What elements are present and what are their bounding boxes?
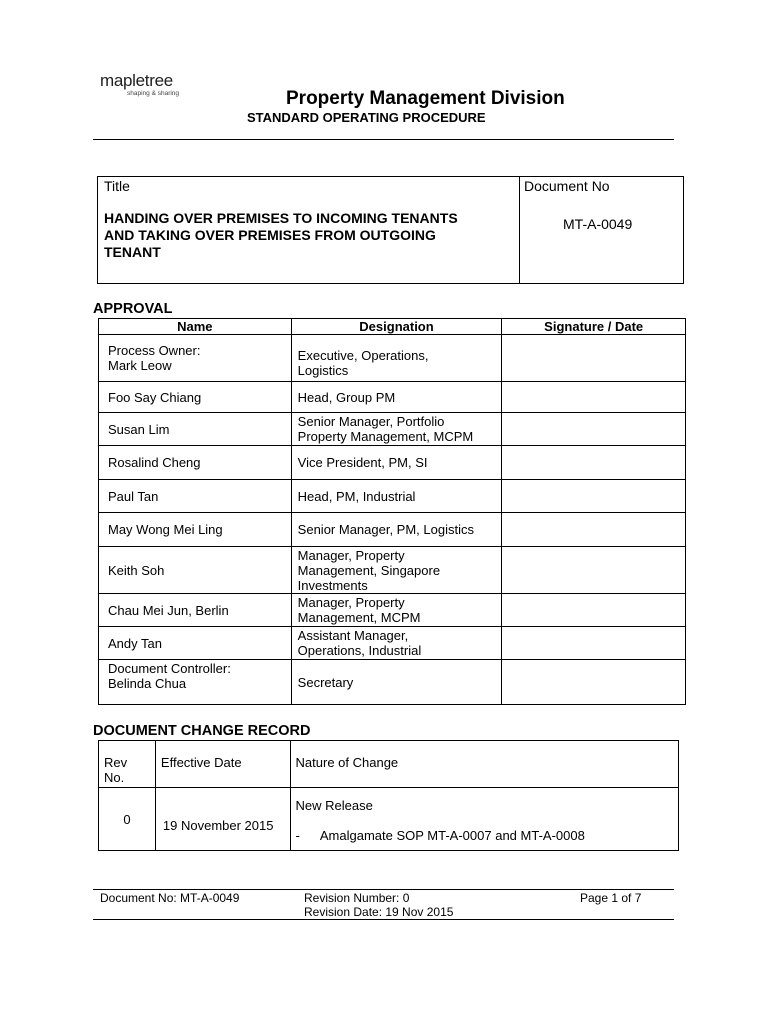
- footer-document-no: Document No: MT-A-0049: [100, 891, 240, 905]
- division-title: Property Management Division: [286, 88, 565, 109]
- designation-line: Management, MCPM: [297, 610, 421, 625]
- effective-date: 19 November 2015: [155, 788, 290, 851]
- footer-rule-top: [93, 889, 674, 890]
- signature-cell: [502, 513, 686, 547]
- bullet-dash: -: [295, 827, 300, 843]
- column-header-signature: Signature / Date: [502, 319, 686, 335]
- document-title-line: AND TAKING OVER PREMISES FROM OUTGOING: [104, 227, 436, 243]
- column-header-name: Name: [99, 319, 292, 335]
- change-header-row: [99, 741, 679, 788]
- approver-name: Rosalind Cheng: [99, 446, 292, 480]
- approver-name: Paul Tan: [99, 480, 292, 513]
- designation-line: Senior Manager, Portfolio: [297, 414, 445, 429]
- signature-cell: [502, 547, 686, 594]
- column-header-effective-date: Effective Date: [155, 741, 290, 788]
- table-row: [99, 594, 686, 627]
- name-line: Mark Leow: [108, 358, 172, 373]
- signature-cell: [502, 413, 686, 446]
- document-title: [104, 210, 514, 261]
- approver-designation: Head, PM, Industrial: [291, 480, 502, 513]
- table-row: [99, 513, 686, 547]
- change-detail-item: [296, 828, 672, 843]
- approver-name: Susan Lim: [99, 413, 292, 446]
- nature-of-change: [290, 788, 678, 851]
- signature-cell: [502, 382, 686, 413]
- designation-line: Investments: [297, 577, 368, 593]
- mapletree-logo: [100, 72, 200, 102]
- approver-designation: [291, 547, 502, 594]
- designation-line: Assistant Manager,: [297, 628, 409, 643]
- approver-name: Foo Say Chiang: [99, 382, 292, 413]
- name-line: Process Owner:: [108, 343, 201, 358]
- change-record-heading: DOCUMENT CHANGE RECORD: [93, 723, 311, 739]
- approver-designation: [291, 413, 502, 446]
- document-title-line: TENANT: [104, 244, 161, 260]
- document-title-box: [97, 176, 684, 284]
- footer-page-number: Page 1 of 7: [580, 891, 642, 905]
- approver-name: Chau Mei Jun, Berlin: [99, 594, 292, 627]
- title-label: Title: [104, 178, 130, 194]
- rev-number: 0: [99, 788, 156, 851]
- designation-line: Manager, Property: [297, 595, 405, 610]
- table-row: [99, 446, 686, 480]
- signature-cell: [502, 446, 686, 480]
- document-no-label: Document No: [524, 178, 610, 194]
- column-header-nature: Nature of Change: [290, 741, 678, 788]
- approver-designation: Vice President, PM, SI: [291, 446, 502, 480]
- logo-tagline: shaping & sharing: [127, 90, 180, 97]
- header-rule: [93, 139, 674, 140]
- approver-designation: [291, 627, 502, 660]
- signature-cell: [502, 660, 686, 705]
- change-detail-text: Amalgamate SOP MT-A-0007 and MT-A-0008: [319, 827, 585, 843]
- document-title-line: HANDING OVER PREMISES TO INCOMING TENANTS: [104, 210, 458, 226]
- designation-line: Management, Singapore: [297, 562, 441, 578]
- approver-designation: [291, 335, 502, 382]
- approval-heading: APPROVAL: [93, 301, 173, 317]
- table-row: [99, 413, 686, 446]
- signature-cell: [502, 627, 686, 660]
- sop-subtitle: STANDARD OPERATING PROCEDURE: [247, 110, 486, 125]
- table-row: [99, 627, 686, 660]
- footer-revision-date: Revision Date: 19 Nov 2015: [304, 905, 454, 919]
- designation-line: Manager, Property: [297, 547, 405, 563]
- approver-designation: Senior Manager, PM, Logistics: [291, 513, 502, 547]
- designation-line: Operations, Industrial: [297, 643, 422, 658]
- footer-rule-bottom: [93, 919, 674, 920]
- signature-cell: [502, 335, 686, 382]
- rev-header-text: Rev No.: [104, 755, 128, 785]
- approval-table: [98, 318, 686, 705]
- table-row: [99, 788, 679, 851]
- approver-name: Keith Soh: [99, 547, 292, 594]
- table-row: [99, 660, 686, 705]
- column-header-rev: [99, 741, 156, 788]
- approver-designation: Head, Group PM: [291, 382, 502, 413]
- table-row: [99, 382, 686, 413]
- name-line: Belinda Chua: [108, 676, 187, 691]
- signature-cell: [502, 480, 686, 513]
- title-box-divider: [519, 177, 520, 283]
- signature-cell: [502, 594, 686, 627]
- footer-revision-number: Revision Number: 0: [304, 891, 410, 905]
- logo-wordmark: mapletree: [100, 71, 173, 90]
- name-line: Document Controller:: [108, 661, 231, 676]
- table-row: [99, 480, 686, 513]
- approver-name: May Wong Mei Ling: [99, 513, 292, 547]
- column-header-designation: Designation: [291, 319, 502, 335]
- change-summary: New Release: [295, 797, 373, 813]
- designation-line: Property Management, MCPM: [297, 429, 474, 444]
- approver-name: Andy Tan: [99, 627, 292, 660]
- approver-designation: [291, 594, 502, 627]
- approver-name: [99, 660, 292, 705]
- approval-header-row: [99, 319, 686, 335]
- designation-line: Executive, Operations,: [297, 348, 429, 363]
- document-no-value: MT-A-0049: [563, 216, 633, 232]
- change-record-table: [98, 740, 679, 851]
- approver-designation: Secretary: [291, 660, 502, 705]
- designation-line: Logistics: [297, 363, 349, 378]
- table-row: [99, 547, 686, 594]
- table-row: [99, 335, 686, 382]
- approver-name: [99, 335, 292, 382]
